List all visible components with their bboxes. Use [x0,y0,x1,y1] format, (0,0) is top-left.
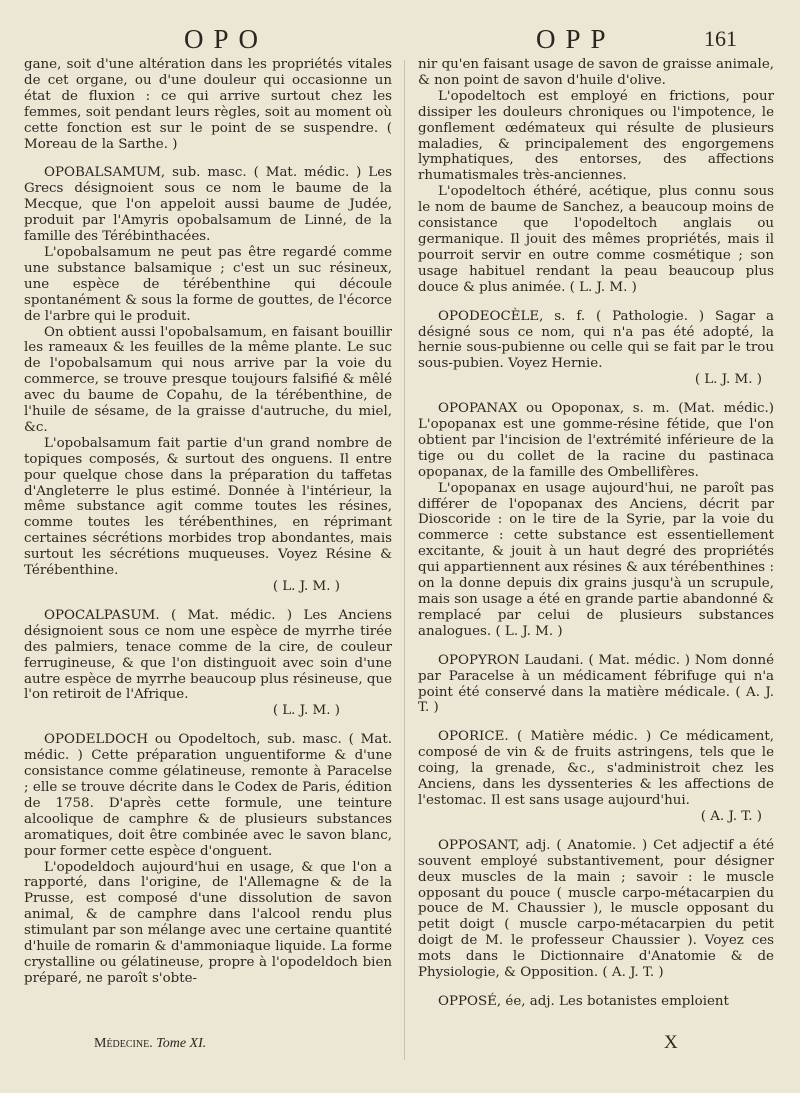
header-left-word: OPO [184,24,269,54]
entry-opopanax: OPOPANAX ou Opoponax, s. m. (Mat. médic.) L'opopanax est une gomme-résine fétide, que l'on obtient par l'incision de l'extrémité inférieure de la tige ou du collet de la racine du pastinaca opopanax, de la famille des Ombellifères. [418,401,774,480]
entry-opposant: OPPOSANT, adj. ( Anatomie. ) Cet adjectif a été souvent employé substantivement, pour désigner deux muscles de la main ; savoir : le muscle opposant du pouce ( muscle carpo-métacarpien du pouce de M. Chaussier ), le muscle opposant du petit doigt ( muscle carpo-métacarpien du petit doigt de M. le professeur Chaussier ). Voyez ces mots dans le Dictionnaire d'Anatomie & de Physiologie, & Opposition. ( A. J. T. ) [418,837,774,981]
signature-word: Médecine. [94,1036,157,1051]
paragraph: L'opopanax en usage aujourd'hui, ne paroît pas différer de l'opopanax des Anciens, décrit par Dioscoride : on le tire de la Syrie, par la voie du commerce : cette substance est essentiellement excitante, & jouit à un haut degré des propriétés qui appartiennent aux résines & aux térébenthines : on la donne depuis dix grains jusqu'à un scrupule, mais son usage a été en grande partie abandonné & remplacé par celui de plusieurs substances analogues. ( L. J. M. ) [418,480,774,639]
paragraph: L'opodeldoch aujourd'hui en usage, & que l'on a rapporté, dans l'origine, de l'Allemagne & de la Prusse, est composé d'une dissolution de savon animal, & de camphre dans l'alcool rendu plus stimulant par son mélange avec une certaine quantité d'huile de romarin & d'ammoniaque liquide. La forme crystalline ou gélatineuse, propre à l'opodeldoch bien préparé, ne paroît s'obte- [24,859,392,986]
header-right-word: OPP [536,24,616,54]
column-divider [404,60,405,1060]
running-header [0,24,800,56]
author-signature: ( A. J. T. ) [700,808,762,824]
paragraph: L'opobalsamum fait partie d'un grand nombre de topiques composés, & surtout des onguens. Il entre pour quelque chose dans la préparation du taffetas d'Angleterre le plus estimé. Donnée à l'intérieur, la même substance agit comme toutes les résines, comme toutes les térébenthines, en réprimant certaines sécrétions morbides trop abondantes, mais surtout les sécrétions muqueuses. Voyez Résine & Térébenthine. [24,435,392,579]
entry-oporice: OPORICE. ( Matière médic. ) Ce médicament, composé de vin & de fruits astringens, tels que le coing, la grenade, &c., s'administroit chez les Anciens, dans les dyssenteries & les affections de l'estomac. Il est sans usage aujourd'hui. [418,729,774,808]
entry-opodeocele: OPODEOCÈLE, s. f. ( Pathologie. ) Sagar a désigné sous ce nom, qui n'a pas été adopté, la hernie sous-pubienne ou celle qui se fait par le trou sous-pubien. Voyez Hernie. [418,308,774,372]
author-signature: ( L. J. M. ) [272,579,340,594]
entry-opobalsamum: OPOBALSAMUM, sub. masc. ( Mat. médic. ) Les Grecs désignoient sous ce nom le baume de la Mecque, que l'on appeloit aussi baume de Judée, produit par l'Amyris opobalsamum de Linné, de la famille des Térébinthacées. [24,165,392,245]
printer-signature [94,1036,206,1052]
entry-oppose: OPPOSÉ, ée, adj. Les botanistes emploient [438,993,729,1009]
paragraph: L'opobalsamum ne peut pas être regardé comme une substance balsamique ; c'est un suc résineux, une espèce de térébenthine qui découle spontanément & sous la forme de gouttes, de l'écorce de l'arbre qui le produit. [24,244,392,324]
paragraph-continuation: nir qu'en faisant usage de savon de graisse animale, & non point de savon d'huile d'olive. [418,57,774,88]
volume-label: Tome XI. [156,1036,207,1051]
entry-opodeldoch: OPODELDOCH ou Opodeltoch, sub. masc. ( Mat. médic. ) Cette préparation unguentiforme & d'une consistance comme gélatineuse, remonte à Paracelse ; elle se trouve décrite dans le Codex de Paris, édition de 1758. D'après cette formule, une teinture alcoolique de camphre & de plusieurs substances aromatiques, doit être combinée avec le savon blanc, pour former cette espèce d'onguent. [24,732,392,859]
paragraph-continuation: gane, soit d'une altération dans les propriétés vitales de cet organe, ou d'une douleur qui occasionne un état de fluxion : ce qui arrive surtout chez les femmes, soit pendant leurs règles, soit au moment où cette fonction est sur le point de se suspendre. ( Moreau de la Sarthe. ) [24,57,392,152]
sheet-mark: X [664,1032,678,1053]
author-signature: ( L. J. M. ) [272,703,340,719]
entry-opocalpasum: OPOCALPASUM. ( Mat. médic. ) Les Anciens désignoient sous ce nom une espèce de myrrhe tirée des palmiers, tenace comme de la cire, de couleur ferrugineuse, & que l'on distinguoit avec soin d'une autre espèce de myrrhe beaucoup plus résineuse, que l'on retiroit de l'Afrique. [24,607,392,703]
paragraph: L'opodeltoch est employé en frictions, pour dissiper les douleurs chroniques ou l'impotence, le gonflement œdémateux qui résulte de plusieurs maladies, & principalement des engorgemens lymphatiques, des entorses, des affections rhumatismales très-anciennes. [418,88,774,184]
paragraph: L'opodeltoch éthéré, acétique, plus connu sous le nom de baume de Sanchez, a beaucoup moins de consistance que l'opodeltoch anglais ou germanique. Il jouit des mêmes propriétés, mais il pourroit servir en outre comme cosmétique ; son usage habituel rendant la peau beaucoup plus douce & plus animée. ( L. J. M. ) [418,184,774,295]
page-number: 161 [704,26,737,51]
entry-opopyron: OPOPYRON Laudani. ( Mat. médic. ) Nom donné par Paracelse à un médicament fébrifuge qui n'a point été conservé dans la matière médicale. ( A. J. T. ) [418,652,774,716]
paragraph: On obtient aussi l'opobalsamum, en faisant bouillir les rameaux & les feuilles de la même plante. Le suc de l'opobalsamum qui nous arrive par la voie du commerce, se trouve presque toujours falsifié & mêlé avec du baume de Copahu, de la térébenthine, de l'huile de sésame, de la graisse d'autruche, du miel, &c. [24,324,392,435]
left-column [24,57,392,987]
right-column [418,57,774,1010]
author-signature: ( L. J. M. ) [694,372,762,388]
